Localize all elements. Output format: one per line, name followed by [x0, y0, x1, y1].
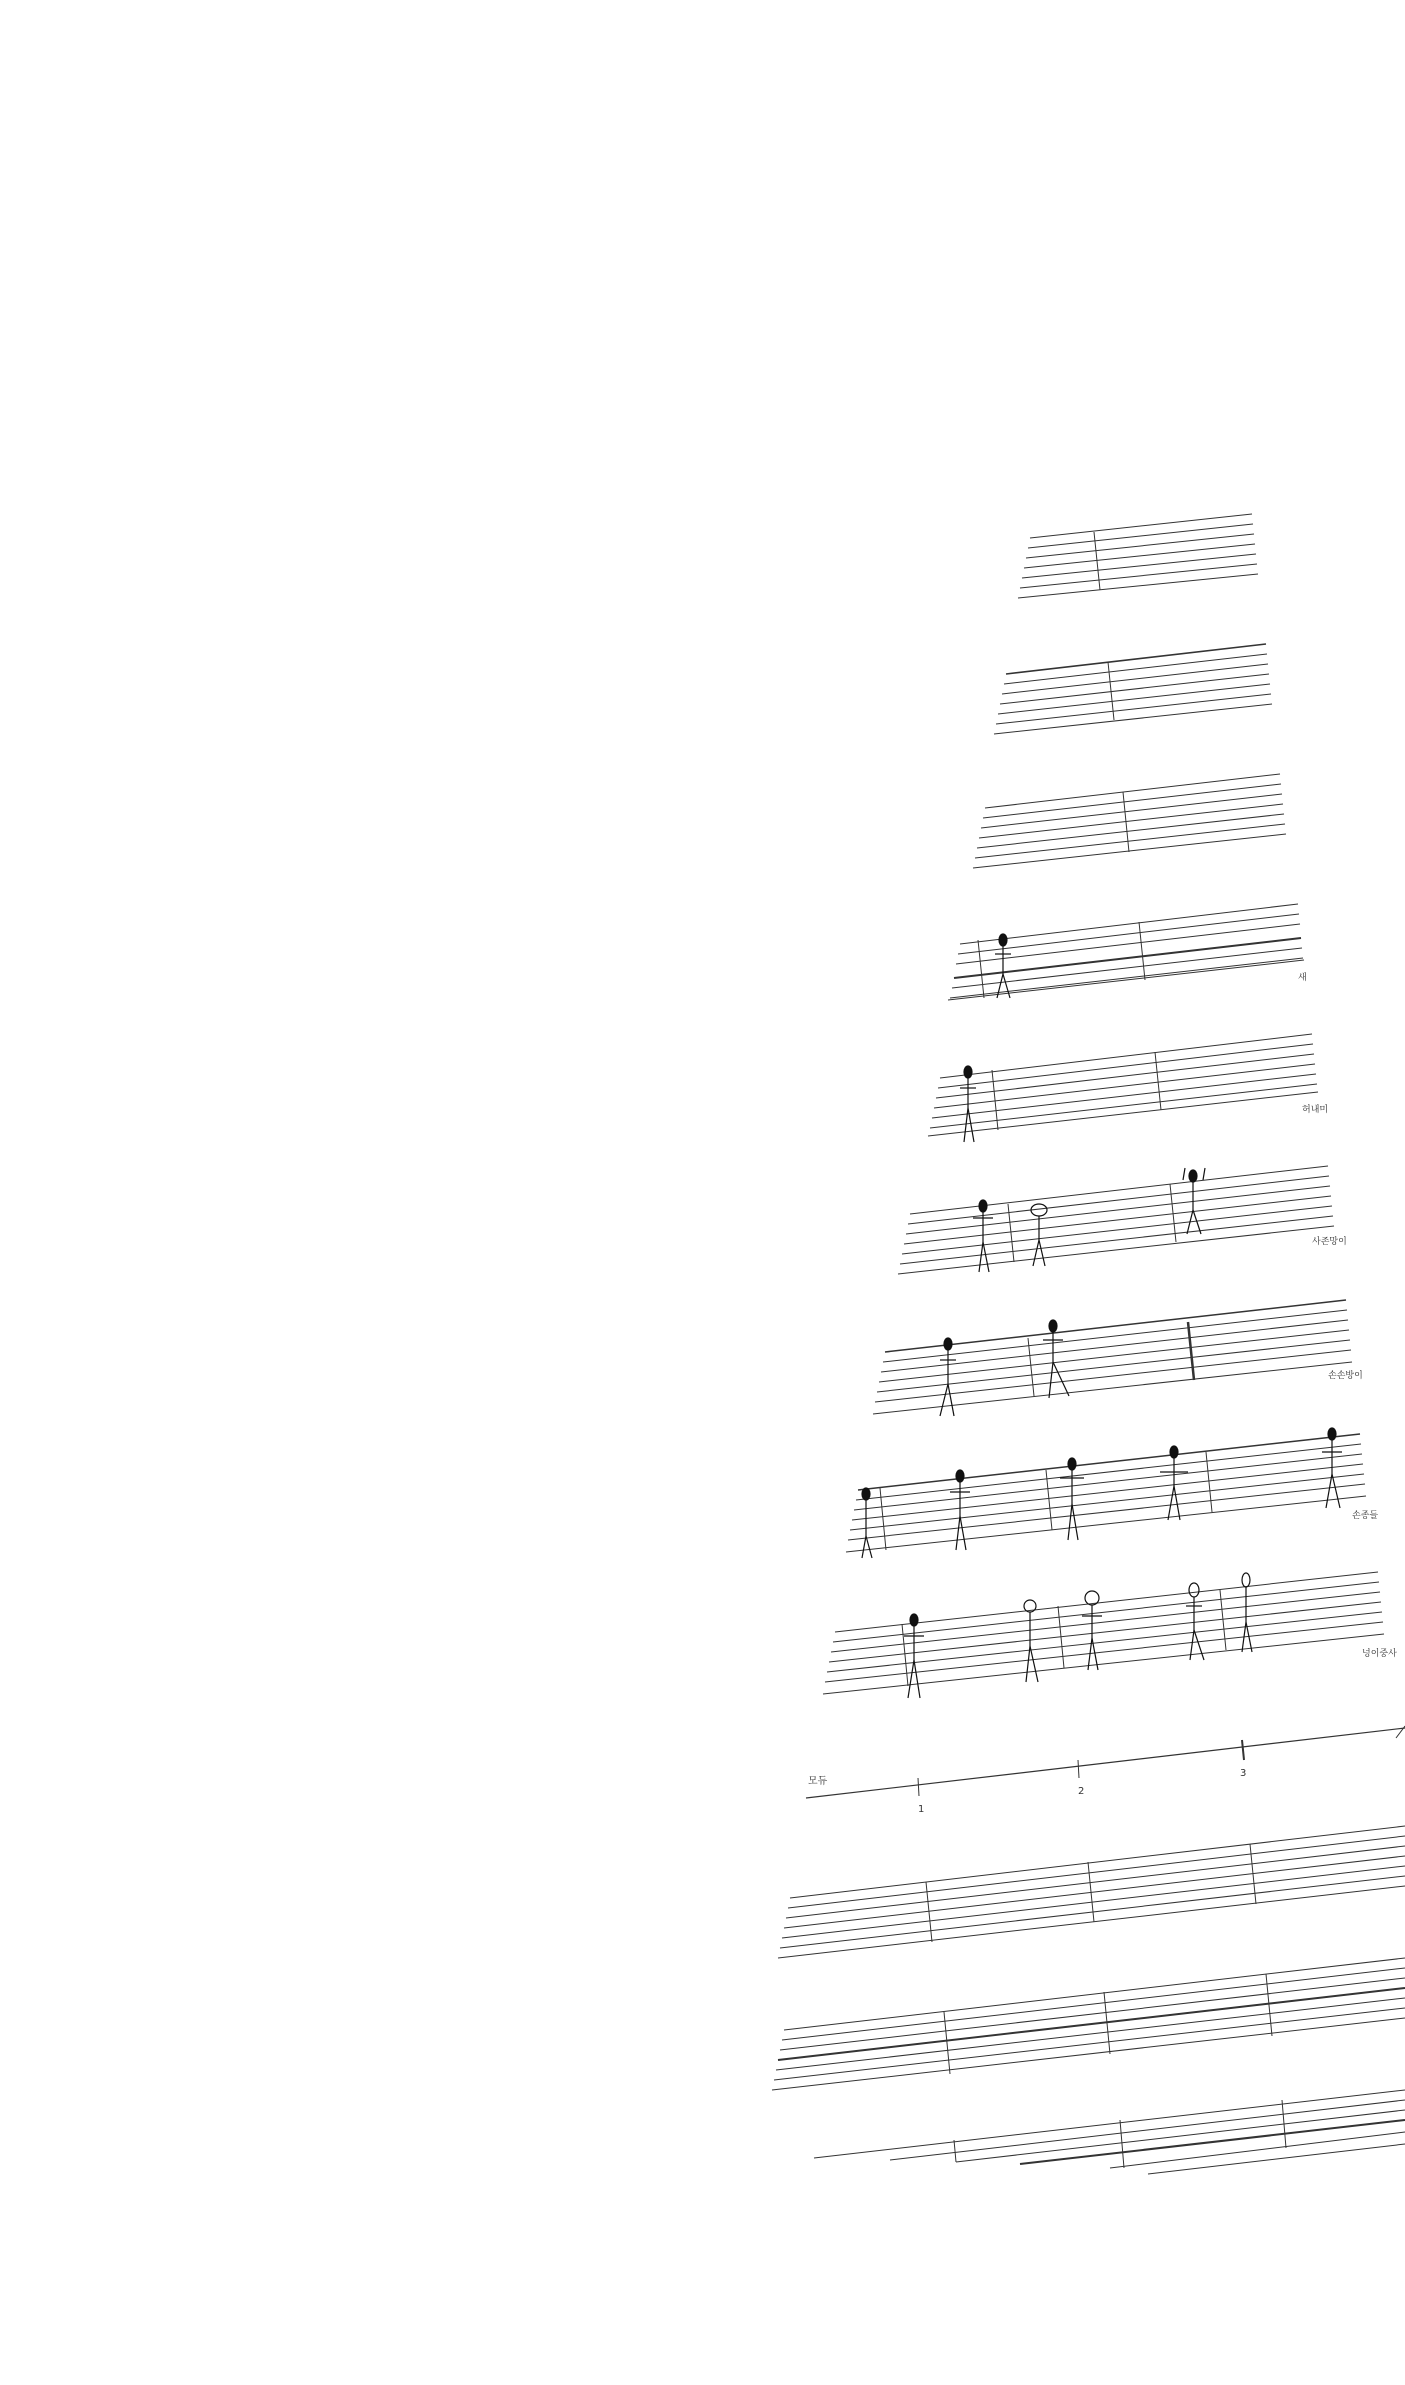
staff-12 [814, 2090, 1405, 2174]
staff-9 [823, 1572, 1384, 1694]
staff-11 [772, 1958, 1405, 2090]
staff-label-7: 손손방이 [1328, 1371, 1363, 1381]
figure-11 [1160, 1446, 1188, 1520]
staff-label-4: 새 [1298, 973, 1307, 983]
staff-label-6: 사존망이 [1312, 1237, 1347, 1247]
staff-4 [948, 904, 1304, 1000]
staff-1 [1018, 514, 1258, 598]
staff-6 [898, 1166, 1334, 1274]
staff-label-8: 손종들 [1352, 1511, 1379, 1521]
staff-2 [994, 644, 1272, 734]
timeline-label: 모듀 [808, 1776, 828, 1787]
staff-8 [846, 1434, 1366, 1552]
staff-3 [973, 774, 1286, 868]
figure-9 [950, 1470, 970, 1550]
timeline-axis [806, 1726, 1405, 1798]
timeline-tick-2: 2 [1078, 1786, 1085, 1797]
figure-17 [1242, 1573, 1252, 1652]
figure-6 [940, 1338, 956, 1416]
staff-label-9: 넝이중사 [1362, 1649, 1397, 1659]
staff-label-5: 허내미 [1302, 1105, 1329, 1115]
figure-1 [995, 934, 1011, 998]
figure-4 [1031, 1204, 1047, 1266]
staff-5 [928, 1034, 1318, 1136]
timeline-tick-3: 3 [1240, 1768, 1247, 1779]
timeline-tick-1: 1 [918, 1804, 925, 1815]
staff-10 [778, 1826, 1405, 1958]
